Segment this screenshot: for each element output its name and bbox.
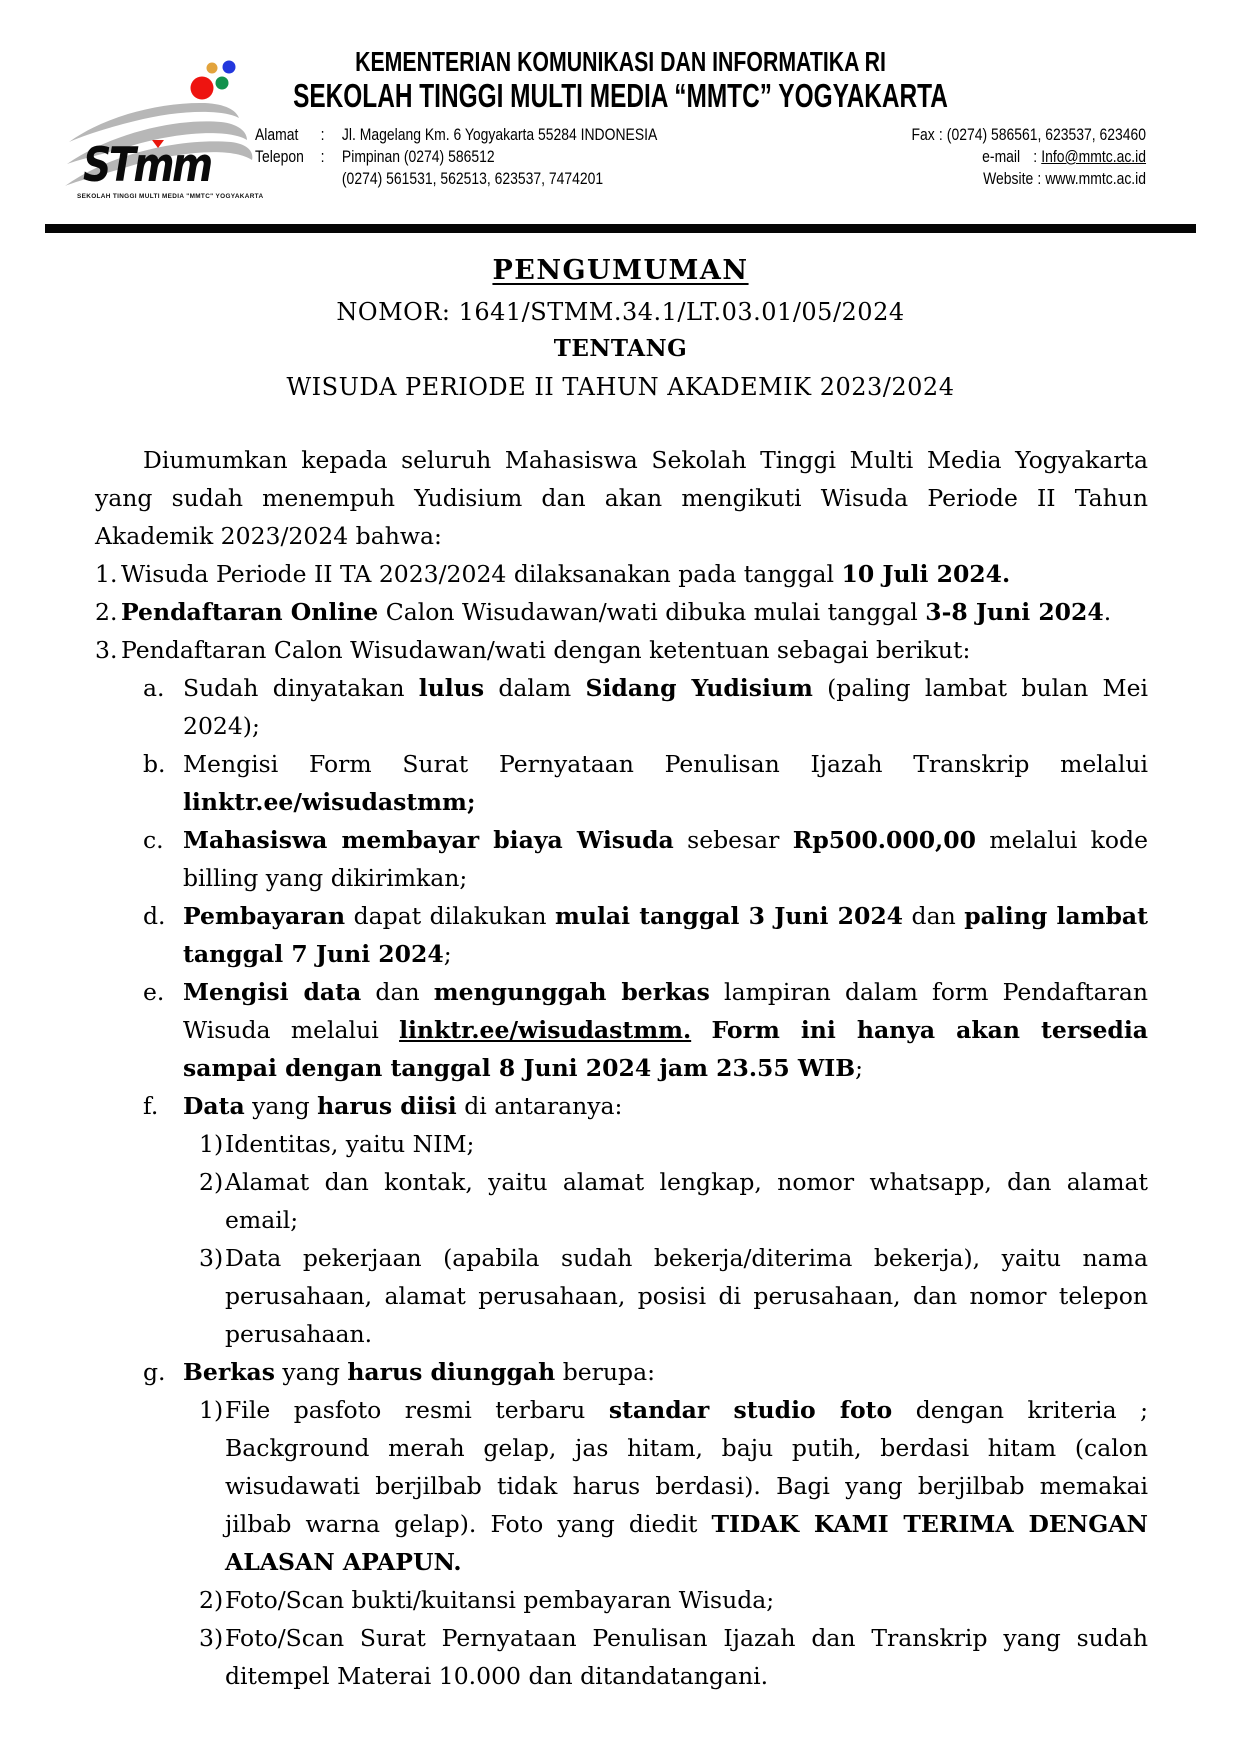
list-item-d — [95, 897, 1148, 973]
list-text — [183, 1358, 655, 1386]
text-segment: . — [1103, 598, 1112, 626]
list-item-g — [95, 1353, 1148, 1391]
list-item-3 — [95, 1619, 1148, 1695]
text-segment: Rp500.000,00 — [792, 826, 976, 854]
list-item-c — [95, 821, 1148, 897]
text-segment: standar studio foto — [608, 1396, 893, 1424]
list-item-b — [95, 745, 1148, 821]
list-marker: g. — [143, 1358, 166, 1386]
telepon-line-1: Pimpinan (0274) 586512 — [341, 147, 495, 166]
text-segment: Sudah dinyatakan — [183, 674, 419, 702]
text-segment: mulai tanggal 3 Juni 2024 — [555, 902, 904, 930]
inline-link[interactable]: linktr.ee/wisudastmm; — [183, 788, 476, 816]
list-text — [183, 826, 1148, 892]
list-text — [225, 1130, 474, 1158]
website-line — [911, 168, 1146, 190]
text-segment: Calon Wisudawan/wati dibuka mulai tanggal — [378, 598, 926, 626]
text-segment: Pendaftaran Calon Wisudawan/wati dengan ketentuan sebagai berikut: — [121, 636, 971, 664]
list-item-2 — [95, 1163, 1148, 1239]
alamat-label: Alamat — [255, 125, 299, 144]
website-separator: : — [1037, 169, 1042, 188]
opening-paragraph: Diumumkan kepada seluruh Mahasiswa Sekolah Tinggi Multi Media Yogyakarta yang sudah menempuh Yudisium dan akan mengikuti Wisuda Periode II Tahun Akademik 2023/2024 bahwa: — [95, 446, 1148, 550]
list-marker: 2. — [95, 598, 118, 626]
list-text — [183, 1092, 622, 1120]
list-marker: 3) — [199, 1624, 224, 1652]
email-link[interactable]: Info@mmtc.ac.id — [1041, 147, 1146, 166]
list-item-3 — [95, 1239, 1148, 1353]
text-segment: Foto/Scan Surat Pernyataan Penulisan Ijazah dan Transkrip yang sudah ditempel Materai 10.000 dan ditandatangani. — [225, 1624, 1148, 1690]
telepon-separator: : — [320, 147, 325, 166]
fax-value: (0274) 586561, 623537, 623460 — [946, 125, 1146, 144]
fax-line — [911, 124, 1146, 146]
text-segment: TIDAK KAMI TERIMA DENGAN ALASAN APAPUN. — [225, 1510, 1148, 1576]
list-text — [183, 750, 1148, 816]
text-segment: Wisuda Periode II TA 2023/2024 dilaksanakan pada tanggal — [121, 560, 842, 588]
text-segment: yang — [274, 1358, 348, 1386]
announcement-list — [95, 555, 1148, 1695]
list-marker: c. — [143, 826, 164, 854]
letterhead — [0, 0, 1241, 208]
contact-fax-email-block — [911, 124, 1146, 190]
logo-caption: SEKOLAH TINGGI MULTI MEDIA "MMTC" YOGYAKARTA — [77, 193, 264, 200]
letterhead-divider — [45, 224, 1196, 233]
letterhead-contact — [255, 124, 1146, 190]
document-heading: PENGUMUMAN — [492, 255, 749, 286]
contact-address-block — [255, 124, 657, 190]
website-value: www.mmtc.ac.id — [1045, 169, 1146, 188]
text-segment: Pendaftaran Online — [121, 598, 379, 626]
inline-link[interactable]: linktr.ee/wisudastmm. — [399, 1016, 692, 1044]
text-segment: harus diunggah — [347, 1358, 556, 1386]
list-item-1 — [95, 1125, 1148, 1163]
text-segment: lampiran dalam form Pendaftaran Wisuda melalui — [183, 978, 1148, 1044]
text-segment: Identitas, yaitu NIM; — [225, 1130, 475, 1158]
text-segment: 3-8 Juni 2024 — [925, 598, 1104, 626]
text-segment: ; — [443, 940, 452, 968]
list-marker: 2) — [199, 1168, 224, 1196]
list-text — [225, 1244, 1148, 1348]
text-segment: dalam — [484, 674, 586, 702]
text-segment: berupa: — [555, 1358, 656, 1386]
text-segment: Pembayaran — [183, 902, 346, 930]
website-label: Website — [983, 169, 1034, 188]
text-segment: dan — [361, 978, 434, 1006]
text-segment: Foto/Scan bukti/kuitansi pembayaran Wisuda; — [225, 1586, 775, 1614]
list-item-e — [95, 973, 1148, 1087]
text-segment: Form ini hanya akan tersedia sampai dengan tanggal 8 Juni 2024 jam 23.55 WIB — [183, 1016, 1148, 1082]
list-item-1 — [95, 1391, 1148, 1581]
alamat-separator: : — [320, 125, 325, 144]
email-label: e-mail — [982, 147, 1021, 166]
list-item-1 — [95, 555, 1148, 593]
telepon-label: Telepon — [255, 147, 304, 166]
list-marker: 1) — [199, 1396, 224, 1424]
email-separator: : — [1033, 147, 1038, 166]
text-segment: sebesar — [673, 826, 793, 854]
ministry-name: KEMENTERIAN KOMUNIKASI DAN INFORMATIKA RI — [355, 46, 886, 77]
document-body — [0, 441, 1241, 1695]
text-segment: Mengisi data — [183, 978, 362, 1006]
list-item-2 — [95, 1581, 1148, 1619]
logo-red-triangle-icon — [152, 140, 164, 148]
list-text — [183, 902, 1148, 968]
text-segment: di antaranya: — [456, 1092, 623, 1120]
list-text — [225, 1396, 1148, 1576]
list-marker: b. — [143, 750, 166, 778]
list-marker: 1) — [199, 1130, 224, 1158]
document-subject: WISUDA PERIODE II TAHUN AKADEMIK 2023/2024 — [286, 373, 955, 401]
text-segment: 10 Juli 2024. — [841, 560, 1011, 588]
text-segment: dapat dilakukan — [345, 902, 555, 930]
list-marker: 1. — [95, 560, 118, 588]
text-segment: Data — [183, 1092, 245, 1120]
list-text — [183, 978, 1148, 1082]
text-segment: yang — [244, 1092, 318, 1120]
alamat-value: Jl. Magelang Km. 6 Yogyakarta 55284 INDONESIA — [341, 125, 658, 144]
text-segment: Mengisi Form Surat Pernyataan Penulisan Ijazah Transkrip melalui — [183, 750, 1148, 778]
institution-name: SEKOLAH TINGGI MULTI MEDIA “MMTC” YOGYAKARTA — [293, 77, 948, 114]
text-segment: (paling lambat bulan Mei 2024); — [183, 674, 1149, 740]
list-item-f — [95, 1087, 1148, 1125]
title-block — [0, 255, 1241, 401]
fax-label: Fax — [911, 125, 935, 144]
email-line — [911, 146, 1146, 168]
list-marker: a. — [143, 674, 165, 702]
document-about: TENTANG — [553, 335, 688, 362]
text-segment: File pasfoto resmi terbaru — [225, 1396, 609, 1424]
list-marker: 3) — [199, 1244, 224, 1272]
fax-separator: : — [938, 125, 943, 144]
list-marker: e. — [143, 978, 165, 1006]
list-text — [183, 674, 1148, 740]
list-text — [225, 1168, 1148, 1234]
document-number: NOMOR: 1641/STMM.34.1/LT.03.01/05/2024 — [336, 298, 905, 326]
telepon-line-2: (0274) 561531, 562513, 623537, 7474201 — [341, 169, 604, 188]
list-text — [121, 636, 970, 664]
list-item-3 — [95, 631, 1148, 669]
list-text — [121, 598, 1111, 626]
text-segment: Sidang Yudisium — [585, 674, 813, 702]
text-segment: dengan kriteria ; Background merah gelap, jas hitam, baju putih, berdasi hitam (calon wisudawati berjilbab tidak harus berdasi). Bagi yang berjilbab memakai jilbab warna gelap). Foto yang diedit — [225, 1396, 1148, 1538]
text-segment: paling lambat tanggal 7 Juni 2024 — [183, 902, 1148, 968]
text-segment: harus diisi — [317, 1092, 457, 1120]
list-item-2 — [95, 593, 1148, 631]
text-segment: dan — [903, 902, 965, 930]
logo-wordmark: STmm — [83, 138, 211, 193]
text-segment: Alamat dan kontak, yaitu alamat lengkap, nomor whatsapp, dan alamat email; — [225, 1168, 1148, 1234]
text-segment: Berkas — [183, 1358, 275, 1386]
telepon-value — [342, 146, 657, 190]
text-segment: Mahasiswa membayar biaya Wisuda — [183, 826, 674, 854]
text-segment: melalui kode billing yang dikirimkan; — [183, 826, 1148, 892]
list-item-a — [95, 669, 1148, 745]
list-text — [225, 1586, 774, 1614]
list-marker: 2) — [199, 1586, 224, 1614]
list-marker: 3. — [95, 636, 118, 664]
list-marker: d. — [143, 902, 166, 930]
text-segment — [691, 1016, 711, 1044]
list-text — [225, 1624, 1148, 1690]
text-segment: mengunggah berkas — [433, 978, 710, 1006]
letterhead-titles — [0, 0, 1241, 114]
text-segment: Data pekerjaan (apabila sudah bekerja/diterima bekerja), yaitu nama perusahaan, alamat perusahaan, posisi di perusahaan, dan nomor telepon perusahaan. — [225, 1244, 1148, 1348]
list-marker: f. — [143, 1092, 159, 1120]
text-segment: lulus — [418, 674, 485, 702]
text-segment: ; — [855, 1054, 864, 1082]
list-text — [121, 560, 1010, 588]
